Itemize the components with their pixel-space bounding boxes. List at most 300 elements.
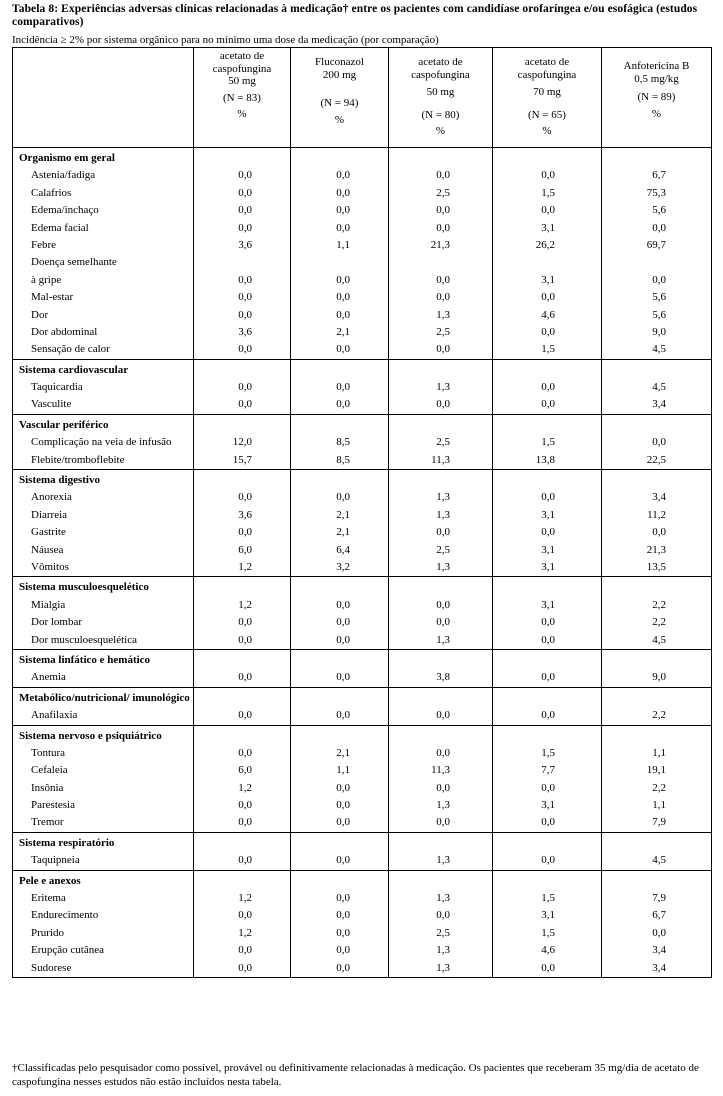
incidence-value: 0,0 <box>336 491 350 504</box>
spacer <box>194 579 290 596</box>
incidence-value: 0,0 <box>652 221 666 234</box>
group-heading: Sistema respiratório <box>19 836 115 849</box>
group-heading: Sistema linfático e hemático <box>19 653 151 666</box>
incidence-value: 0,0 <box>541 398 555 411</box>
incidence-value: 1,2 <box>238 892 252 905</box>
incidence-value <box>291 254 388 271</box>
value-column-cell <box>194 577 291 650</box>
incidence-value: 0,0 <box>541 204 555 217</box>
incidence-value: 2,1 <box>336 508 350 521</box>
group-heading: Sistema nervoso e psiquiátrico <box>19 729 162 742</box>
incidence-value: 0,0 <box>541 169 555 182</box>
incidence-value: 1,1 <box>652 746 666 759</box>
event-label: Anafilaxia <box>31 709 78 722</box>
incidence-value: 1,3 <box>436 799 450 812</box>
incidence-value: 26,2 <box>535 238 555 251</box>
spacer <box>602 362 711 379</box>
incidence-value: 1,5 <box>541 436 555 449</box>
incidence-value: 0,0 <box>336 816 350 829</box>
spacer <box>194 690 290 707</box>
value-column-cell <box>291 577 389 650</box>
incidence-value: 0,0 <box>436 598 450 611</box>
incidence-value: 0,0 <box>652 273 666 286</box>
value-column-cell <box>194 414 291 469</box>
table-title: Tabela 8: Experiências adversas clínicas relacionadas à medicação† entre os pacientes com candidíase orofaríngea e/ou esofágica (estudos comparativos) <box>12 3 698 28</box>
event-label: Insônia <box>31 781 64 794</box>
incidence-value: 3,1 <box>541 508 555 521</box>
incidence-value: 3,8 <box>436 671 450 684</box>
group-heading: Pele e anexos <box>19 874 81 887</box>
spacer <box>291 835 388 852</box>
incidence-value: 1,2 <box>238 560 252 573</box>
value-column-cell <box>602 649 712 687</box>
incidence-value: 4,5 <box>652 343 666 356</box>
incidence-value: 0,0 <box>336 709 350 722</box>
group-row <box>13 148 712 360</box>
incidence-value: 0,0 <box>436 781 450 794</box>
event-label: Doença semelhante <box>31 256 117 269</box>
event-label: Endurecimento <box>31 909 99 922</box>
incidence-value: 0,0 <box>652 926 666 939</box>
incidence-value: 3,6 <box>238 238 252 251</box>
value-column-cell <box>602 577 712 650</box>
value-column-cell <box>194 148 291 360</box>
incidence-value: 0,0 <box>238 169 252 182</box>
group-heading: Organismo em geral <box>19 152 115 164</box>
incidence-value: 6,7 <box>652 909 666 922</box>
incidence-value: 0,0 <box>436 273 450 286</box>
incidence-value: 0,0 <box>541 291 555 304</box>
table-body <box>13 148 712 978</box>
incidence-value: 0,0 <box>541 526 555 539</box>
incidence-value: 0,0 <box>238 273 252 286</box>
value-column-cell <box>389 359 493 414</box>
column-header <box>291 48 389 148</box>
incidence-value: 0,0 <box>238 909 252 922</box>
incidence-value: 9,0 <box>652 671 666 684</box>
value-column-cell <box>194 470 291 577</box>
incidence-value: 0,0 <box>336 926 350 939</box>
incidence-value: 3,1 <box>541 799 555 812</box>
group-label-cell <box>13 832 194 870</box>
incidence-value: 4,6 <box>541 308 555 321</box>
value-column-cell <box>602 414 712 469</box>
incidence-value: 1,2 <box>238 598 252 611</box>
spacer <box>194 652 290 669</box>
value-column-cell <box>493 725 602 832</box>
group-row <box>13 470 712 577</box>
incidence-value: 0,0 <box>436 204 450 217</box>
spacer <box>194 362 290 379</box>
incidence-value: 0,0 <box>238 398 252 411</box>
incidence-value: 0,0 <box>436 169 450 182</box>
incidence-value: 5,6 <box>652 291 666 304</box>
value-column-cell <box>602 359 712 414</box>
event-label: Febre <box>31 238 57 251</box>
group-row <box>13 359 712 414</box>
incidence-value: 1,5 <box>541 343 555 356</box>
event-label: Vasculite <box>31 398 72 411</box>
value-column-cell <box>493 414 602 469</box>
spacer <box>493 728 601 745</box>
event-label: Náusea <box>31 543 64 556</box>
spacer <box>291 362 388 379</box>
incidence-value: 0,0 <box>238 186 252 199</box>
value-column-cell <box>493 649 602 687</box>
incidence-value: 19,1 <box>646 764 666 777</box>
incidence-value: 0,0 <box>436 221 450 234</box>
event-label: Vômitos <box>31 560 69 573</box>
incidence-value: 0,0 <box>541 381 555 394</box>
incidence-value: 2,2 <box>652 616 666 629</box>
incidence-value: 2,1 <box>336 746 350 759</box>
spacer <box>493 835 601 852</box>
incidence-value: 0,0 <box>652 526 666 539</box>
spacer <box>602 417 711 434</box>
event-label: Edema/inchaço <box>31 204 99 217</box>
group-row <box>13 725 712 832</box>
spacer <box>389 728 492 745</box>
incidence-value: 0,0 <box>238 746 252 759</box>
table-footnote: †Classificadas pelo pesquisador como possível, provável ou definitivamente relacionadas à medicação. Os pacientes que receberam 35 mg/dia de acetato de caspofungina nesses estudos não estão incluídos nesta tabela. <box>12 1062 699 1088</box>
event-label: Flebite/tromboflebite <box>31 453 125 466</box>
column-header-line: acetato de <box>418 56 463 68</box>
group-heading: Sistema digestivo <box>19 474 100 487</box>
group-label-cell <box>13 359 194 414</box>
spacer <box>493 690 601 707</box>
value-column-cell <box>389 470 493 577</box>
incidence-value: 0,0 <box>238 633 252 646</box>
value-column-cell <box>291 414 389 469</box>
incidence-value: 1,1 <box>336 238 350 251</box>
incidence-value: 3,6 <box>238 325 252 338</box>
incidence-value: 5,6 <box>652 308 666 321</box>
column-header-unit: % <box>334 113 345 126</box>
value-column-cell <box>493 687 602 725</box>
column-header-n: (N = 83) <box>223 91 261 104</box>
value-column-cell <box>493 359 602 414</box>
value-column-cell <box>291 870 389 977</box>
spacer <box>389 150 492 167</box>
incidence-value: 1,2 <box>238 926 252 939</box>
incidence-value: 0,0 <box>336 308 350 321</box>
incidence-value: 0,0 <box>436 398 450 411</box>
incidence-value: 11,2 <box>647 508 666 521</box>
incidence-value <box>602 254 711 271</box>
event-label: Tontura <box>31 746 66 759</box>
incidence-value: 0,0 <box>336 799 350 812</box>
value-column-cell <box>291 359 389 414</box>
group-label-cell <box>13 725 194 832</box>
incidence-value: 69,7 <box>646 238 666 251</box>
incidence-value: 0,0 <box>238 221 252 234</box>
event-label: Eritema <box>31 892 66 905</box>
incidence-value: 0,0 <box>541 671 555 684</box>
group-label-cell <box>13 414 194 469</box>
value-column-cell <box>389 148 493 360</box>
incidence-value: 75,3 <box>646 186 666 199</box>
incidence-value: 4,5 <box>652 854 666 867</box>
table-subtitle: Incidência ≥ 2% por sistema orgânico para no mínimo uma dose da medicação (por comparação) <box>12 34 439 46</box>
incidence-value: 2,1 <box>336 526 350 539</box>
incidence-value: 4,5 <box>652 633 666 646</box>
spacer <box>493 150 601 167</box>
event-label: Taquipneia <box>31 854 80 867</box>
incidence-value: 6,0 <box>238 543 252 556</box>
spacer <box>194 417 290 434</box>
spacer <box>602 873 711 890</box>
column-header-line: caspofungina <box>517 68 577 81</box>
incidence-value: 0,0 <box>238 343 252 356</box>
column-header-n: (N = 65) <box>528 108 566 121</box>
event-label: Complicação na veia de infusão <box>31 436 172 449</box>
group-row <box>13 832 712 870</box>
incidence-value: 0,0 <box>436 526 450 539</box>
group-row <box>13 649 712 687</box>
group-label-cell <box>13 870 194 977</box>
incidence-value: 3,4 <box>652 491 666 504</box>
event-label: Astenia/fadiga <box>31 169 96 182</box>
incidence-value: 0,0 <box>336 961 350 974</box>
incidence-value: 2,1 <box>336 325 350 338</box>
header-label-cell <box>13 48 194 148</box>
incidence-value: 1,5 <box>541 746 555 759</box>
incidence-value: 1,5 <box>541 892 555 905</box>
group-label-cell <box>13 470 194 577</box>
spacer <box>194 150 290 167</box>
incidence-value: 0,0 <box>436 343 450 356</box>
event-label: Mialgia <box>31 598 66 611</box>
incidence-value: 0,0 <box>652 436 666 449</box>
value-column-cell <box>389 832 493 870</box>
incidence-value: 0,0 <box>238 799 252 812</box>
spacer <box>602 579 711 596</box>
group-row <box>13 687 712 725</box>
incidence-value: 0,0 <box>238 961 252 974</box>
spacer <box>602 652 711 669</box>
value-column-cell <box>493 470 602 577</box>
event-label: Prurido <box>31 926 64 939</box>
spacer <box>194 835 290 852</box>
incidence-value: 0,0 <box>541 491 555 504</box>
incidence-value: 2,5 <box>436 926 450 939</box>
incidence-value: 0,0 <box>436 746 450 759</box>
incidence-value: 0,0 <box>436 816 450 829</box>
incidence-value: 0,0 <box>541 961 555 974</box>
incidence-value: 0,0 <box>336 381 350 394</box>
incidence-value: 0,0 <box>336 398 350 411</box>
incidence-value: 7,9 <box>652 892 666 905</box>
incidence-value: 7,9 <box>652 816 666 829</box>
incidence-value: 0,0 <box>541 816 555 829</box>
value-column-cell <box>493 870 602 977</box>
group-row <box>13 870 712 977</box>
incidence-value: 3,2 <box>336 560 350 573</box>
event-label: Taquicardia <box>31 381 83 394</box>
incidence-value: 3,1 <box>541 221 555 234</box>
incidence-value: 3,4 <box>652 398 666 411</box>
incidence-value: 22,5 <box>646 453 666 466</box>
column-header-n: (N = 80) <box>421 108 460 121</box>
event-label: Dor lombar <box>31 616 83 629</box>
column-header-line: 70 mg <box>533 86 561 98</box>
incidence-value: 0,0 <box>541 709 555 722</box>
incidence-value: 6,0 <box>238 764 252 777</box>
value-column-cell <box>389 725 493 832</box>
value-column-cell <box>194 832 291 870</box>
event-label: Calafrios <box>31 186 72 199</box>
value-column-cell <box>291 725 389 832</box>
spacer <box>389 472 492 489</box>
incidence-value: 0,0 <box>336 616 350 629</box>
incidence-value: 1,3 <box>436 508 450 521</box>
incidence-value: 0,0 <box>336 221 350 234</box>
spacer <box>602 690 711 707</box>
incidence-value: 0,0 <box>336 343 350 356</box>
spacer <box>194 472 290 489</box>
incidence-value: 0,0 <box>336 892 350 905</box>
incidence-value: 0,0 <box>238 526 252 539</box>
incidence-value: 0,0 <box>336 273 350 286</box>
group-heading: Vascular periférico <box>19 418 109 431</box>
value-column-cell <box>493 577 602 650</box>
spacer <box>493 579 601 596</box>
event-label: Sensação de calor <box>31 343 110 356</box>
incidence-value: 11,3 <box>431 453 450 466</box>
value-column-cell <box>291 649 389 687</box>
spacer <box>493 417 601 434</box>
value-column-cell <box>291 148 389 360</box>
column-header-n: (N = 89) <box>637 91 676 103</box>
column-header-line: acetato de <box>219 50 265 62</box>
incidence-value: 21,3 <box>646 543 666 556</box>
value-column-cell <box>194 687 291 725</box>
incidence-value: 12,0 <box>232 436 252 449</box>
column-header-unit: % <box>651 107 662 120</box>
column-header-line: 50 mg <box>228 75 256 87</box>
incidence-value <box>493 254 601 271</box>
incidence-value: 0,0 <box>336 781 350 794</box>
spacer <box>389 835 492 852</box>
spacer <box>291 150 388 167</box>
value-column-cell <box>493 832 602 870</box>
value-column-cell <box>602 725 712 832</box>
incidence-value: 3,6 <box>238 508 252 521</box>
value-column-cell <box>194 359 291 414</box>
column-header <box>493 48 602 148</box>
incidence-value: 7,7 <box>541 764 555 777</box>
column-header <box>389 48 493 148</box>
incidence-value: 6,7 <box>652 169 666 182</box>
incidence-value <box>194 254 290 271</box>
incidence-value: 0,0 <box>238 671 252 684</box>
incidence-value: 0,0 <box>336 204 350 217</box>
spacer <box>291 579 388 596</box>
incidence-value: 1,2 <box>238 781 252 794</box>
value-column-cell <box>493 148 602 360</box>
incidence-value: 8,5 <box>336 436 350 449</box>
event-label: Dor <box>31 308 49 321</box>
incidence-value: 2,2 <box>652 781 666 794</box>
value-column-cell <box>602 832 712 870</box>
spacer <box>602 150 711 167</box>
incidence-value: 5,6 <box>652 204 666 217</box>
value-column-cell <box>194 870 291 977</box>
spacer <box>291 728 388 745</box>
incidence-value: 15,7 <box>232 453 252 466</box>
incidence-value: 1,3 <box>436 560 450 573</box>
value-column-cell <box>602 148 712 360</box>
incidence-value: 1,1 <box>652 799 666 812</box>
column-header-line: Anfotericina B <box>623 60 690 72</box>
incidence-value: 1,5 <box>541 926 555 939</box>
spacer <box>194 728 290 745</box>
incidence-value: 0,0 <box>336 671 350 684</box>
column-header-line: caspofungina <box>212 62 272 75</box>
incidence-value: 1,3 <box>436 944 450 957</box>
incidence-value: 0,0 <box>336 854 350 867</box>
incidence-value: 0,0 <box>238 381 252 394</box>
incidence-value: 1,1 <box>336 764 350 777</box>
incidence-value: 0,0 <box>541 325 555 338</box>
incidence-value: 3,1 <box>541 598 555 611</box>
incidence-value: 11,3 <box>431 764 450 777</box>
incidence-value: 3,4 <box>652 944 666 957</box>
spacer <box>389 417 492 434</box>
incidence-value: 0,0 <box>336 186 350 199</box>
spacer <box>493 652 601 669</box>
value-column-cell <box>389 870 493 977</box>
incidence-value: 13,5 <box>646 560 666 573</box>
incidence-value: 0,0 <box>238 204 252 217</box>
incidence-value: 0,0 <box>336 169 350 182</box>
incidence-value: 6,4 <box>336 543 350 556</box>
incidence-value: 2,2 <box>652 709 666 722</box>
incidence-value: 0,0 <box>436 616 450 629</box>
column-header <box>194 48 291 148</box>
event-label: Parestesia <box>31 799 75 812</box>
spacer <box>389 873 492 890</box>
spacer <box>291 417 388 434</box>
incidence-value: 0,0 <box>336 909 350 922</box>
column-header-n: (N = 94) <box>320 97 359 109</box>
incidence-value: 0,0 <box>436 291 450 304</box>
incidence-value: 13,8 <box>535 453 555 466</box>
event-label: à gripe <box>31 273 62 286</box>
column-header-line: 0,5 mg/kg <box>634 72 679 85</box>
group-row <box>13 414 712 469</box>
event-label: Diarreia <box>31 508 68 521</box>
incidence-value: 0,0 <box>336 598 350 611</box>
incidence-value: 0,0 <box>238 291 252 304</box>
adverse-events-table <box>12 47 712 978</box>
incidence-value: 2,5 <box>436 436 450 449</box>
event-label: Anorexia <box>31 491 72 504</box>
incidence-value: 1,3 <box>436 491 450 504</box>
incidence-value: 3,1 <box>541 909 555 922</box>
column-header-unit: % <box>542 125 552 137</box>
incidence-value: 8,5 <box>336 453 350 466</box>
column-header-line: caspofungina <box>411 68 470 81</box>
incidence-value: 0,0 <box>238 308 252 321</box>
incidence-value: 21,3 <box>430 238 450 251</box>
value-column-cell <box>389 577 493 650</box>
event-label: Anemia <box>31 671 66 684</box>
incidence-value: 1,3 <box>436 308 450 321</box>
group-label-cell <box>13 687 194 725</box>
spacer <box>602 728 711 745</box>
spacer <box>291 690 388 707</box>
